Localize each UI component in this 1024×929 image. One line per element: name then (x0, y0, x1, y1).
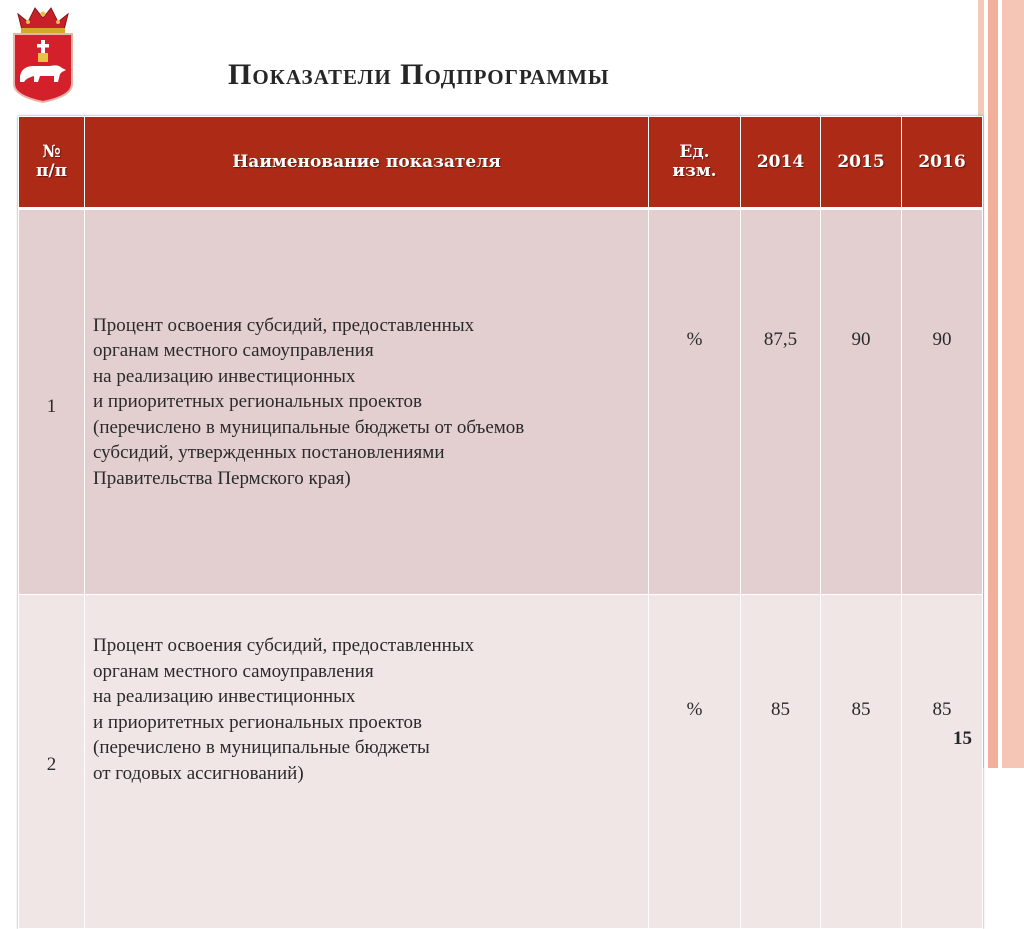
value-2016: 85 (902, 595, 983, 929)
row-number: 1 (19, 209, 85, 595)
indicators-table (18, 116, 983, 929)
table-header-row (19, 117, 983, 209)
value-2015: 90 (821, 209, 902, 595)
col-header-unit: Ед. изм. (649, 117, 741, 209)
col-header-2015: 2015 (821, 117, 902, 209)
col-header-number: № п/п (19, 117, 85, 209)
slide-title: Показатели Подпрограммы (228, 58, 610, 91)
unit-cell: % (649, 209, 741, 595)
row-number: 2 (19, 595, 85, 929)
col-header-indicator-name: Наименование показателя (85, 117, 649, 209)
col-header-2014: 2014 (741, 117, 821, 209)
perm-coat-of-arms-icon (8, 0, 78, 104)
col-header-2016: 2016 (902, 117, 983, 209)
decorative-side-stripes (978, 0, 1024, 768)
value-2014: 85 (741, 595, 821, 929)
table-row (19, 209, 983, 595)
indicator-name: Процент освоения субсидий, предоставленных органам местного самоуправления на реализацию инвестиционных и приоритетных региональных проектов (перечислено в муниципальные бюджеты от объемов субсидий, утвержденных постановлениями Правительства Пермского края) (85, 209, 649, 595)
table-row (19, 595, 983, 929)
indicator-name: Процент освоения субсидий, предоставленных органам местного самоуправления на реализацию инвестиционных и приоритетных региональных проектов (перечислено в муниципальные бюджеты от годовых ассигнований) (85, 595, 649, 929)
unit-cell: % (649, 595, 741, 929)
stripe (1002, 0, 1024, 768)
value-2015: 85 (821, 595, 902, 929)
stripe (988, 0, 998, 768)
value-2016: 90 (902, 209, 983, 595)
value-2014: 87,5 (741, 209, 821, 595)
page-number: 15 (953, 728, 972, 749)
